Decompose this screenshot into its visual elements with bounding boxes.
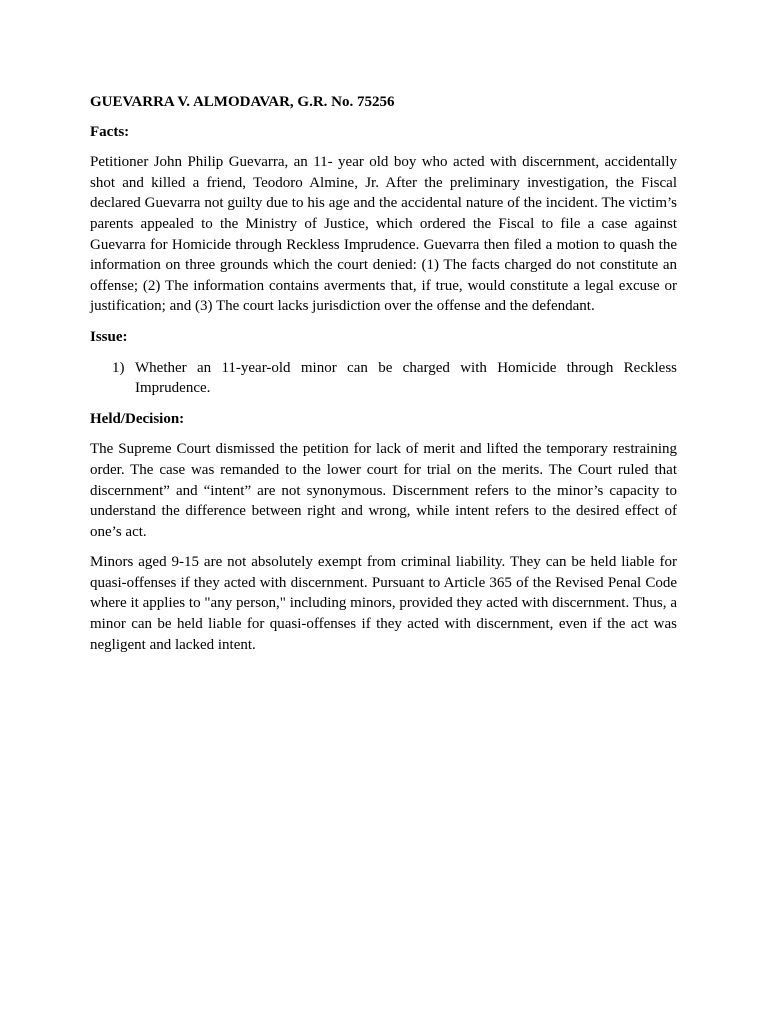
list-item <box>90 358 677 399</box>
document-title: GUEVARRA V. ALMODAVAR, G.R. No. 75256 <box>90 94 395 110</box>
issue-text: Whether an 11-year-old minor can be charged with Homicide through Reckless Imprudence. <box>135 359 677 397</box>
held-paragraph-2: Minors aged 9-15 are not absolutely exempt from criminal liability. They can be held liable for quasi-offenses if they acted with discernment. Pursuant to Article 365 of the Revised Penal Code where it applies to "any person," including minors, provided they acted with discernment. Thus, a minor can be held liable for quasi-offenses if they acted with discernment, even if the act was negligent and lacked intent. <box>90 554 677 653</box>
issue-number: 1) <box>112 359 125 376</box>
held-heading: Held/Decision: <box>90 410 185 427</box>
facts-heading: Facts: <box>90 123 130 140</box>
issue-heading: Issue: <box>90 328 128 345</box>
held-paragraph-1: The Supreme Court dismissed the petition for lack of merit and lifted the temporary restraining order. The case was remanded to the lower court for trial on the merits. The Court ruled that discernment” and “intent” are not synonymous. Discernment refers to the minor’s capacity to understand the difference between right and wrong, while intent refers to the desired effect of one’s act. <box>90 441 677 540</box>
facts-paragraph: Petitioner John Philip Guevarra, an 11- year old boy who acted with discernment, accidentally shot and killed a friend, Teodoro Almine, Jr. After the preliminary investigation, the Fiscal declared Guevarra not guilty due to his age and the accidental nature of the incident. The victim’s parents appealed to the Ministry of Justice, which ordered the Fiscal to file a case against Guevarra for Homicide through Reckless Imprudence. Guevarra then filed a motion to quash the information on three grounds which the court denied: (1) The facts charged do not constitute an offense; (2) The information contains averments that, if true, would constitute a legal excuse or justification; and (3) The court lacks jurisdiction over the offense and the defendant. <box>90 154 677 315</box>
document-page <box>90 92 677 665</box>
issue-list <box>90 358 677 399</box>
